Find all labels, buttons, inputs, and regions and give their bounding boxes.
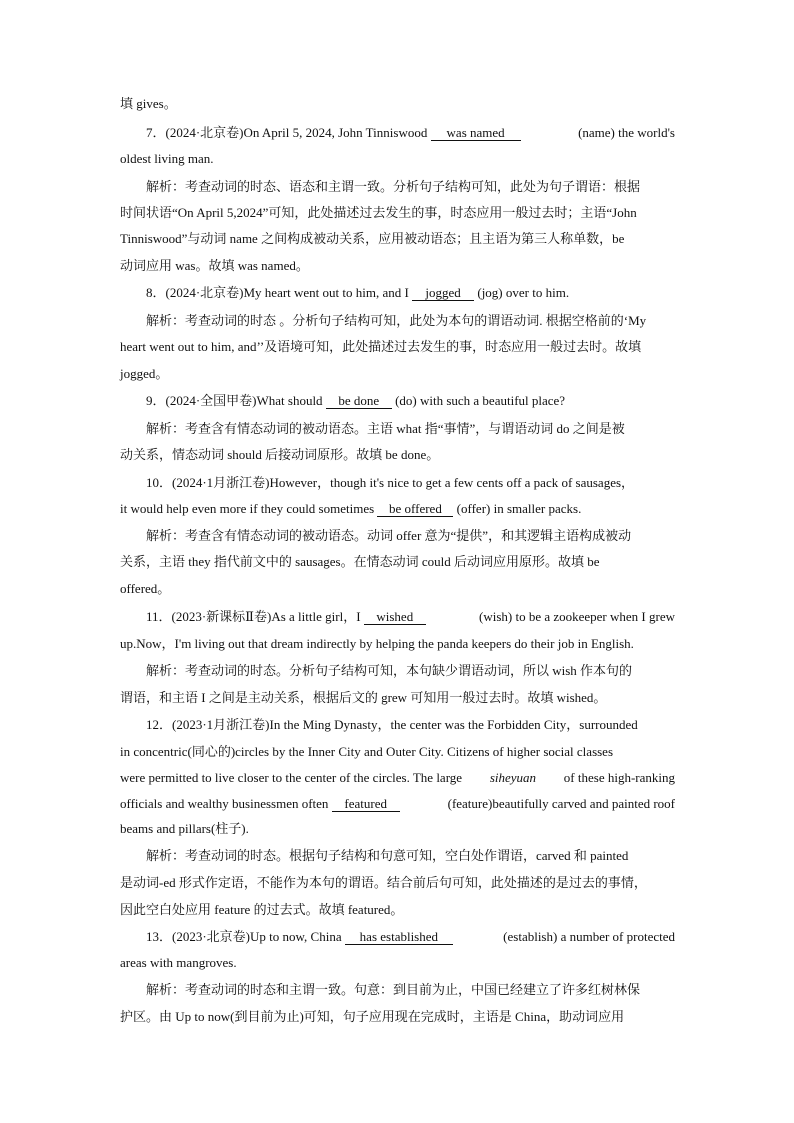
text-line: [120, 769, 675, 787]
analysis-line: 解析：考查动词的时态 。分析句子结构可知，此处为本句的谓语动词. 根据空格前的‘My: [146, 313, 647, 328]
question-13: [146, 928, 675, 946]
question-10-cont: [120, 500, 675, 518]
question-text: 7．(2024·北京卷)On April 5, 2024, John Tinniswood: [146, 125, 431, 140]
analysis-line: offered。: [120, 581, 171, 596]
analysis-line: 解析：考查含有情态动词的被动语态。主语 what 指“事情”，与谓语动词 do 之间是被: [146, 421, 625, 436]
text-line: areas with mangroves.: [120, 955, 237, 970]
answer-blank: be done: [326, 393, 392, 409]
answer-blank: wished: [364, 609, 426, 625]
analysis-line: heart went out to him, and’’及语境可知，此处描述过去发生的事，时态应用一般过去时。故填: [120, 339, 642, 354]
question-text: (offer) in smaller packs.: [453, 501, 582, 516]
question-9: [146, 392, 675, 410]
question-text: were permitted to live closer to the center of the circles. The large: [120, 770, 463, 785]
analysis-line: 护区。由 Up to now(到目前为止)可知，句子应用现在完成时，主语是 China，助动词应用: [120, 1009, 625, 1024]
answer-blank: be offered: [377, 501, 453, 517]
question-text: 8．(2024·北京卷)My heart went out to him, and I: [146, 285, 413, 300]
question-text: of these high-ranking: [563, 770, 675, 785]
analysis-line: jogged。: [120, 366, 169, 381]
analysis-line: 解析：考查含有情态动词的被动语态。动词 offer 意为“提供”，和其逻辑主语构成被动: [146, 528, 632, 543]
question-7: [146, 124, 675, 142]
question-8: [146, 284, 675, 302]
question-text: officials and wealthy businessmen often: [120, 796, 332, 811]
question-text: (do) with such a beautiful place?: [391, 393, 566, 408]
analysis-line: 解析：考查动词的时态、语态和主谓一致。分析句子结构可知，此处为句子谓语：根据: [146, 179, 641, 194]
question-text: it would help even more if they could sometimes: [120, 501, 378, 516]
analysis-line: 动关系，情态动词 should 后接动词原形。故填 be done。: [120, 447, 440, 462]
analysis-line: 关系，主语 they 指代前文中的 sausages。在情态动词 could 后动词应用原形。故填 be: [120, 554, 600, 569]
question-text: 9．(2024·全国甲卷)What should: [146, 393, 326, 408]
analysis-line: 因此空白处应用 feature 的过去式。故填 featured。: [120, 902, 404, 917]
text-line: oldest living man.: [120, 151, 214, 166]
question-text: 11．(2023·新课标Ⅱ卷)As a little girl，I: [146, 609, 364, 624]
analysis-line: 动词应用 was。故填 was named。: [120, 258, 309, 273]
question-text: (jog) over to him.: [474, 285, 570, 300]
question-11: [146, 608, 675, 626]
text-line: in concentric(同心的)circles by the Inner City and Outer City. Citizens of higher social classes: [120, 744, 614, 759]
question-10: 10．(2024·1月浙江卷)However，though it's nice to get a few cents off a pack of sausages，: [146, 475, 635, 490]
text-line: [120, 795, 675, 813]
analysis-line: 时间状语“On April 5,2024”可知，此处描述过去发生的事，时态应用一般过去时；主语“John: [120, 205, 637, 220]
question-text: (establish) a number of protected: [503, 929, 675, 944]
question-12: 12．(2023·1月浙江卷)In the Ming Dynasty，the center was the Forbidden City，surrounded: [146, 717, 638, 732]
answer-blank: jogged: [412, 285, 474, 301]
answer-blank: has established: [345, 929, 453, 945]
analysis-line: 是动词-ed 形式作定语，不能作为本句的谓语。结合前后句可知，此处描述的是过去的事情，: [120, 875, 647, 890]
text-line: up.Now，I'm living out that dream indirectly by helping the panda keepers do their job in English.: [120, 636, 634, 651]
question-text: (wish) to be a zookeeper when I grew: [478, 609, 675, 624]
analysis-line: 解析：考查动词的时态和主谓一致。句意：到目前为止，中国已经建立了许多红树林保: [146, 982, 641, 997]
text-line: 填 gives。: [120, 96, 177, 111]
analysis-line: 谓语，和主语 I 之间是主动关系，根据后文的 grew 可知用一般过去时。故填 wished。: [120, 690, 607, 705]
analysis-line: 解析：考查动词的时态。分析句子结构可知，本句缺少谓语动词，所以 wish 作本句的: [146, 663, 633, 678]
answer-blank: featured: [332, 796, 400, 812]
italic-word: siheyuan: [489, 770, 537, 785]
question-text: 13．(2023·北京卷)Up to now, China: [146, 929, 345, 944]
text-line: beams and pillars(柱子).: [120, 821, 249, 836]
answer-blank: was named: [431, 125, 521, 141]
question-text: (name) the world's: [578, 125, 675, 140]
analysis-line: 解析：考查动词的时态。根据句子结构和句意可知，空白处作谓语，carved 和 painted: [146, 848, 629, 863]
analysis-line: Tinniswood”与动词 name 之间构成被动关系，应用被动语态；且主语为第三人称单数，be: [120, 231, 625, 246]
question-text: (feature)beautifully carved and painted roof: [447, 796, 675, 811]
